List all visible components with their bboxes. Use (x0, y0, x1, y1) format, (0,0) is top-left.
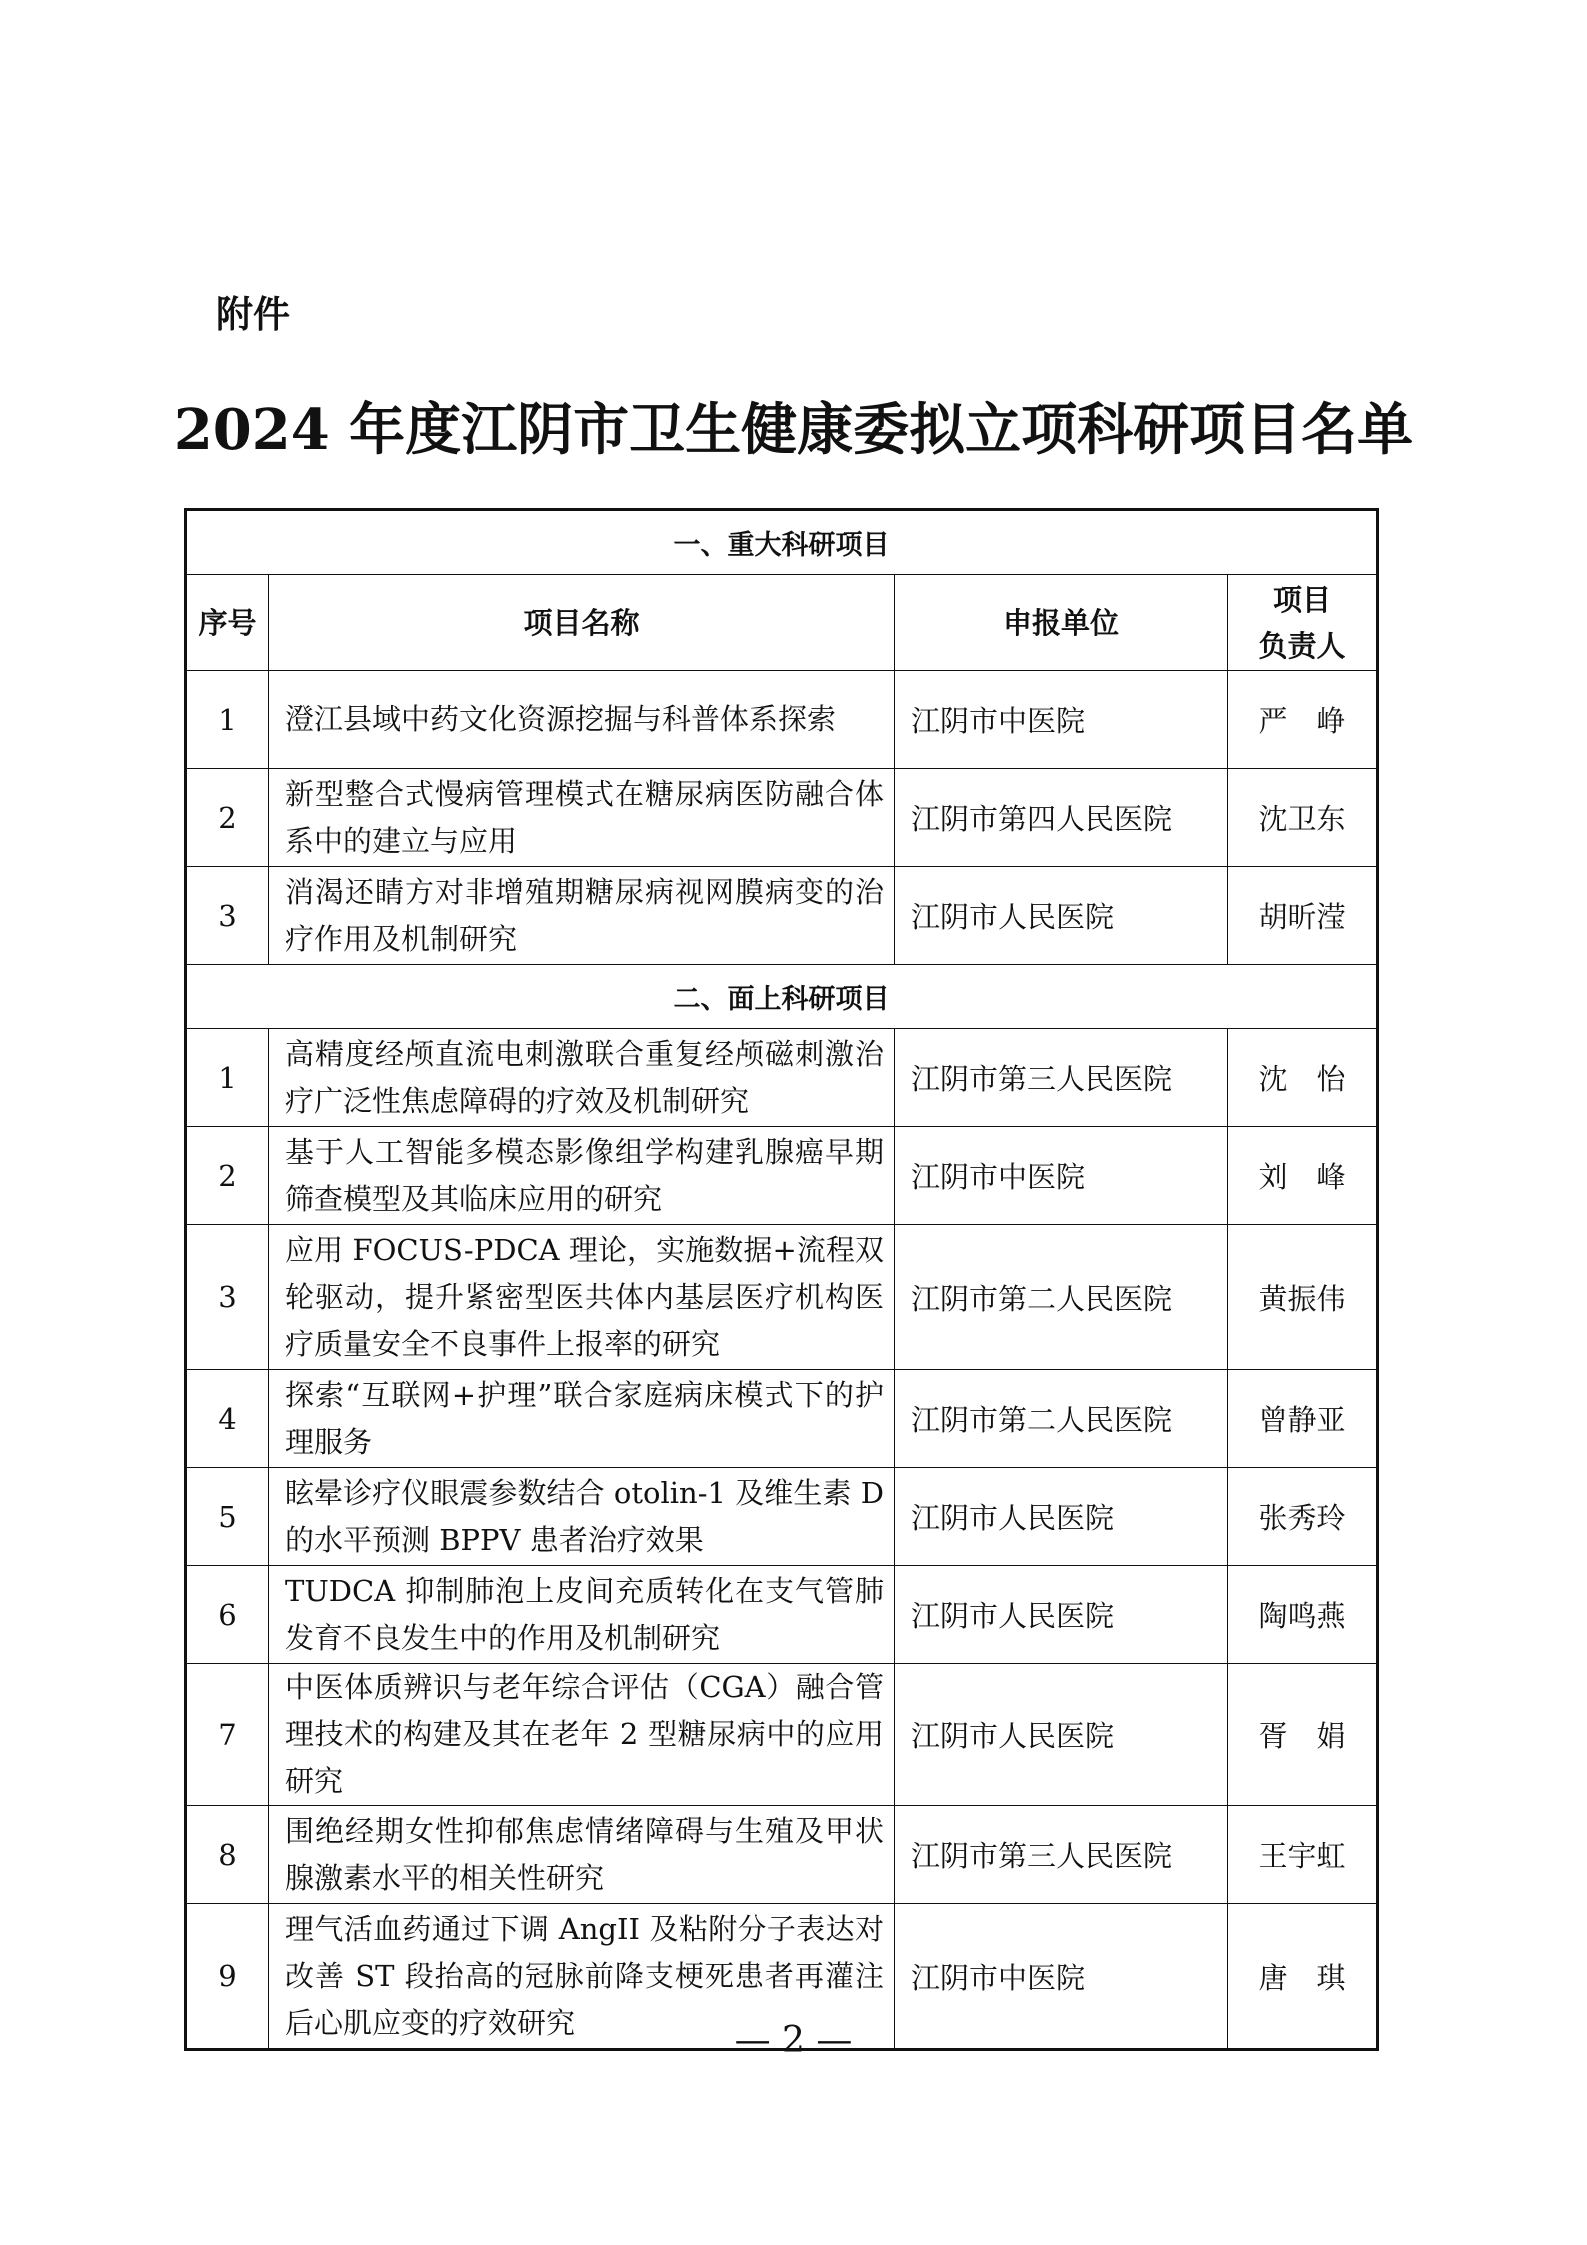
row-project-name: 消渴还睛方对非增殖期糖尿病视网膜病变的治疗作用及机制研究 (269, 867, 895, 965)
row-no: 7 (186, 1664, 269, 1806)
row-project-name: 围绝经期女性抑郁焦虑情绪障碍与生殖及甲状腺激素水平的相关性研究 (269, 1806, 895, 1904)
section-header-row (186, 510, 1378, 575)
table-row (186, 867, 1378, 965)
row-project-name: 探索“互联网+护理”联合家庭病床模式下的护理服务 (269, 1370, 895, 1468)
row-lead: 沈 怡 (1228, 1029, 1378, 1127)
col-header-unit: 申报单位 (895, 575, 1228, 671)
table-row (186, 1806, 1378, 1904)
row-project-name: 基于人工智能多模态影像组学构建乳腺癌早期筛查模型及其临床应用的研究 (269, 1127, 895, 1225)
table-row (186, 1664, 1378, 1806)
document-title: 2024 年度江阴市卫生健康委拟立项科研项目名单 (173, 397, 1414, 463)
row-unit: 江阴市第二人民医院 (895, 1225, 1228, 1370)
row-lead: 张秀玲 (1228, 1468, 1378, 1566)
row-no: 4 (186, 1370, 269, 1468)
col-header-no: 序号 (186, 575, 269, 671)
row-no: 3 (186, 867, 269, 965)
section-header-row (186, 965, 1378, 1029)
col-header-lead-line1: 项目 (1272, 582, 1331, 617)
row-no: 1 (186, 1029, 269, 1127)
attachment-label: 附件 (216, 293, 290, 336)
row-lead: 沈卫东 (1228, 769, 1378, 867)
table-row (186, 1225, 1378, 1370)
row-project-name: 高精度经颅直流电刺激联合重复经颅磁刺激治疗广泛性焦虑障碍的疗效及机制研究 (269, 1029, 895, 1127)
row-project-name: 眩晕诊疗仪眼震参数结合 otolin-1 及维生素 D 的水平预测 BPPV 患者治疗效果 (269, 1468, 895, 1566)
table-row (186, 1566, 1378, 1664)
row-project-name: 应用 FOCUS-PDCA 理论，实施数据+流程双轮驱动，提升紧密型医共体内基层医疗机构医疗质量安全不良事件上报率的研究 (269, 1225, 895, 1370)
row-unit: 江阴市第三人民医院 (895, 1029, 1228, 1127)
row-project-name: 中医体质辨识与老年综合评估（CGA）融合管理技术的构建及其在老年 2 型糖尿病中的应用研究 (269, 1664, 895, 1806)
row-unit: 江阴市第四人民医院 (895, 769, 1228, 867)
row-lead: 刘 峰 (1228, 1127, 1378, 1225)
row-lead: 胡昕滢 (1228, 867, 1378, 965)
row-unit: 江阴市中医院 (895, 671, 1228, 769)
table-row (186, 1468, 1378, 1566)
page-number: — 2 — (734, 2020, 853, 2061)
row-lead: 王宇虹 (1228, 1806, 1378, 1904)
row-unit: 江阴市中医院 (895, 1904, 1228, 2050)
project-list-table (184, 508, 1379, 2051)
row-lead: 胥 娟 (1228, 1664, 1378, 1806)
row-no: 5 (186, 1468, 269, 1566)
row-project-name: 新型整合式慢病管理模式在糖尿病医防融合体系中的建立与应用 (269, 769, 895, 867)
table-row (186, 1370, 1378, 1468)
row-no: 9 (186, 1904, 269, 2050)
row-lead: 陶鸣燕 (1228, 1566, 1378, 1664)
row-project-name: TUDCA 抑制肺泡上皮间充质转化在支气管肺发育不良发生中的作用及机制研究 (269, 1566, 895, 1664)
row-project-name: 理气活血药通过下调 AngII 及粘附分子表达对改善 ST 段抬高的冠脉前降支梗死患者再灌注后心肌应变的疗效研究 (269, 1904, 895, 2050)
table-row (186, 671, 1378, 769)
table-row (186, 769, 1378, 867)
col-header-name: 项目名称 (269, 575, 895, 671)
row-lead: 严 峥 (1228, 671, 1378, 769)
row-unit: 江阴市人民医院 (895, 867, 1228, 965)
row-lead: 唐 琪 (1228, 1904, 1378, 2050)
row-unit: 江阴市第二人民医院 (895, 1370, 1228, 1468)
col-header-lead-line2: 负责人 (1258, 628, 1346, 663)
row-unit: 江阴市人民医院 (895, 1468, 1228, 1566)
row-no: 8 (186, 1806, 269, 1904)
col-header-lead (1228, 575, 1378, 671)
row-unit: 江阴市人民医院 (895, 1664, 1228, 1806)
row-unit: 江阴市中医院 (895, 1127, 1228, 1225)
row-no: 2 (186, 1127, 269, 1225)
table-row (186, 1127, 1378, 1225)
row-no: 2 (186, 769, 269, 867)
table-row (186, 1029, 1378, 1127)
row-lead: 黄振伟 (1228, 1225, 1378, 1370)
row-no: 3 (186, 1225, 269, 1370)
row-project-name: 澄江县域中药文化资源挖掘与科普体系探索 (269, 671, 895, 769)
row-unit: 江阴市第三人民医院 (895, 1806, 1228, 1904)
row-lead: 曾静亚 (1228, 1370, 1378, 1468)
column-header-row (186, 575, 1378, 671)
section-title: 二、面上科研项目 (186, 965, 1378, 1029)
row-no: 1 (186, 671, 269, 769)
row-unit: 江阴市人民医院 (895, 1566, 1228, 1664)
section-title: 一、重大科研项目 (186, 510, 1378, 575)
row-no: 6 (186, 1566, 269, 1664)
